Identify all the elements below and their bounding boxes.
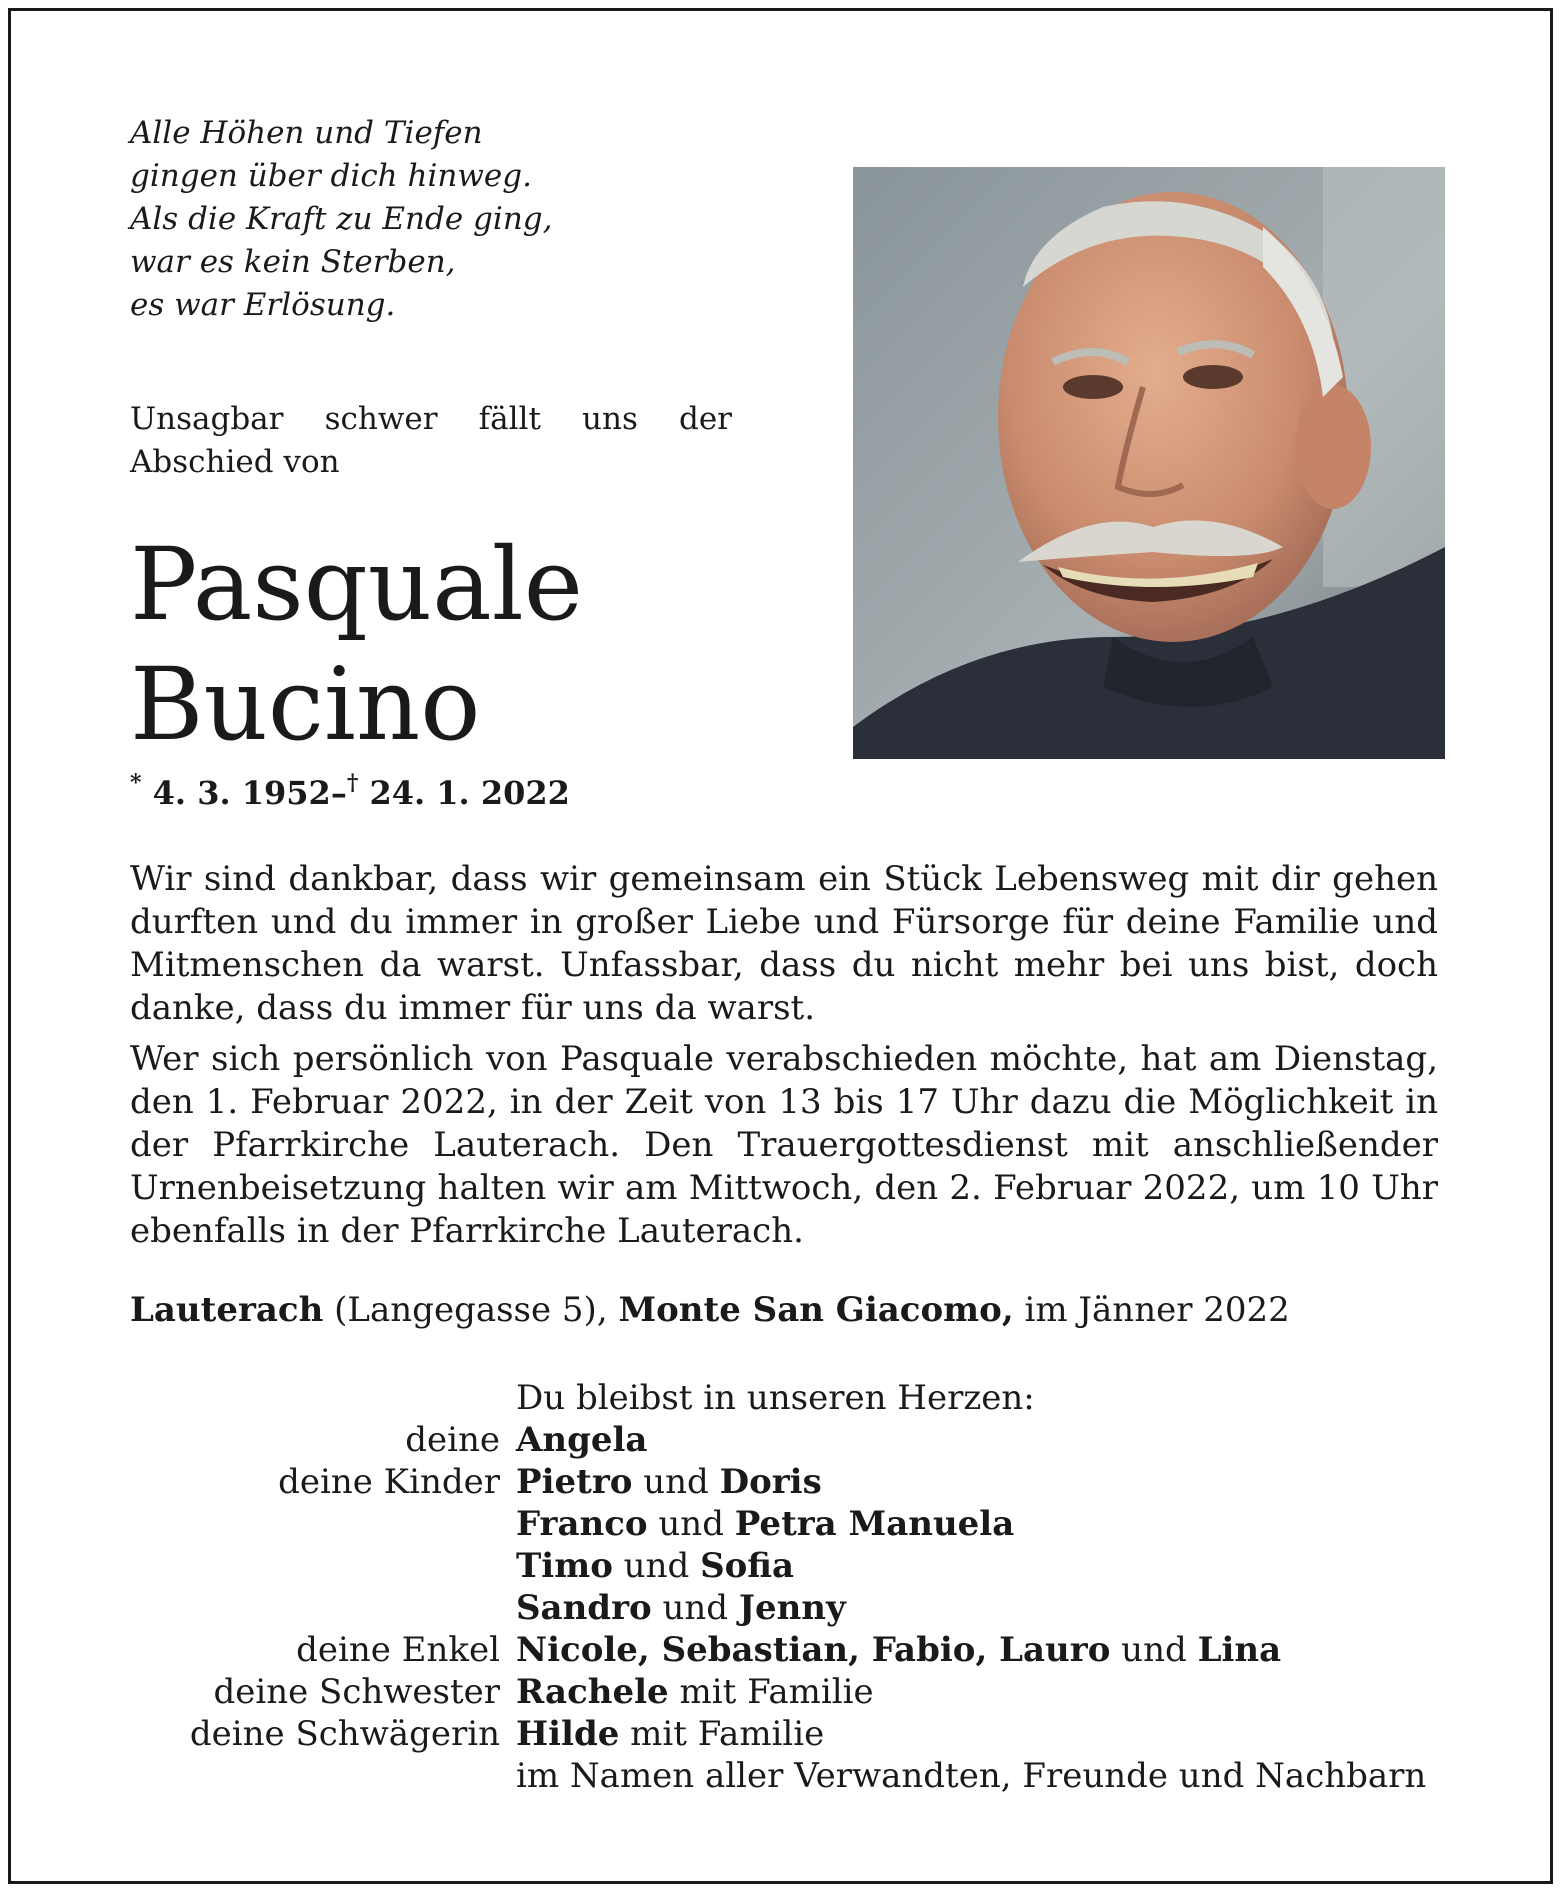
- place-address: (Langegasse 5),: [334, 1290, 608, 1330]
- death-symbol: †: [346, 770, 359, 796]
- relation-label: [130, 1755, 516, 1797]
- place-and-date: [130, 1290, 1290, 1330]
- member-name: Franco: [516, 1504, 648, 1544]
- family-row: [130, 1545, 1450, 1587]
- relation-label: [130, 1587, 516, 1629]
- poem-line: Als die Kraft zu Ende ging,: [130, 201, 553, 237]
- family-members: [516, 1671, 1450, 1713]
- member-name: Sandro: [516, 1588, 652, 1628]
- birth-date: 4. 3. 1952: [152, 774, 331, 812]
- poem: [130, 112, 750, 327]
- member-name: Doris: [719, 1462, 822, 1502]
- family-members: [516, 1629, 1450, 1671]
- connector-text: und: [612, 1546, 701, 1586]
- connector-text: im Namen aller Verwandten, Freunde und Nachbarn: [516, 1756, 1427, 1796]
- poem-line: Alle Höhen und Tiefen: [130, 115, 483, 151]
- family-row: [130, 1713, 1450, 1755]
- family-members: [516, 1713, 1450, 1755]
- member-name: Lina: [1197, 1630, 1282, 1670]
- member-name: Hilde: [516, 1714, 620, 1754]
- member-name: Sofia: [700, 1546, 795, 1586]
- relation-label: deine Kinder: [278, 1462, 500, 1502]
- family-members: [516, 1419, 1450, 1461]
- member-name: Petra Manuela: [734, 1504, 1015, 1544]
- poem-line: es war Erlösung.: [130, 287, 396, 323]
- connector-text: und: [651, 1588, 739, 1628]
- member-name: Angela: [516, 1420, 648, 1460]
- member-name: Rachele: [516, 1672, 669, 1712]
- connector-text: mit Familie: [668, 1672, 874, 1712]
- relation-label: [130, 1377, 516, 1419]
- connector-text: und: [647, 1504, 735, 1544]
- portrait-photo: [853, 167, 1445, 759]
- connector-text: mit Familie: [619, 1714, 825, 1754]
- relation-label: [130, 1503, 516, 1545]
- intro-text: Unsagbar schwer fällt uns der Abschied von: [130, 401, 732, 480]
- member-name: Timo: [516, 1546, 613, 1586]
- member-name: Nicole, Sebastian, Fabio, Lauro: [516, 1630, 1111, 1670]
- family-heading-row: [130, 1377, 1450, 1419]
- relation-label: deine Enkel: [296, 1630, 500, 1670]
- family-members: [516, 1587, 1450, 1629]
- family-rows: [130, 1419, 1450, 1797]
- member-name: Jenny: [738, 1588, 846, 1628]
- life-dates: [130, 770, 570, 812]
- connector-text: und: [1110, 1630, 1198, 1670]
- death-date: 24. 1. 2022: [369, 774, 570, 812]
- date-separator: –: [330, 774, 347, 812]
- family-row: [130, 1419, 1450, 1461]
- first-name: Pasquale: [130, 526, 583, 643]
- message-paragraph: Wer sich persönlich von Pasquale verabschieden möchte, hat am Dienstag, den 1. Februar 2022, in der Zeit von 13 bis 17 Uhr dazu die Möglichkeit in der Pfarrkirche Lauterach. Den Trauergottesdienst mit anschließender Urnenbeisetzung halten wir am Mittwoch, den 2. Februar 2022, um 10 Uhr ebenfalls in der Pfarrkirche Lauterach.: [130, 1039, 1438, 1251]
- relation-label: deine: [405, 1420, 500, 1460]
- family-members: [516, 1503, 1450, 1545]
- last-name: Bucino: [130, 646, 481, 763]
- family-members: [516, 1545, 1450, 1587]
- message-paragraph: Wir sind dankbar, dass wir gemeinsam ein Stück Lebensweg mit dir gehen durften und du immer in großer Liebe und Fürsorge für deine Familie und Mitmenschen da warst. Unfassbar, dass du nicht mehr bei uns bist, doch danke, dass du immer für uns da warst.: [130, 859, 1438, 1028]
- relation-label: deine Schwägerin: [189, 1714, 500, 1754]
- family-members: [516, 1461, 1450, 1503]
- place-city: Lauterach: [130, 1290, 324, 1330]
- connector-text: und: [632, 1462, 720, 1502]
- message-body: [130, 858, 1438, 1261]
- family-row: [130, 1461, 1450, 1503]
- place-city-2: Monte San Giacomo,: [618, 1290, 1014, 1330]
- poem-line: gingen über dich hinweg.: [130, 158, 532, 194]
- deceased-name: [130, 525, 583, 765]
- family-row: [130, 1503, 1450, 1545]
- family-list: [130, 1377, 1450, 1797]
- family-heading: Du bleibst in unseren Herzen:: [516, 1378, 1035, 1418]
- family-row: [130, 1755, 1450, 1797]
- family-row: [130, 1629, 1450, 1671]
- family-row: [130, 1671, 1450, 1713]
- relation-label: deine Schwester: [213, 1672, 500, 1712]
- family-row: [130, 1587, 1450, 1629]
- birth-symbol: *: [130, 770, 142, 796]
- place-date: im Jänner 2022: [1024, 1290, 1290, 1330]
- poem-line: war es kein Sterben,: [130, 244, 456, 280]
- family-members: [516, 1755, 1450, 1797]
- member-name: Pietro: [516, 1462, 633, 1502]
- relation-label: [130, 1545, 516, 1587]
